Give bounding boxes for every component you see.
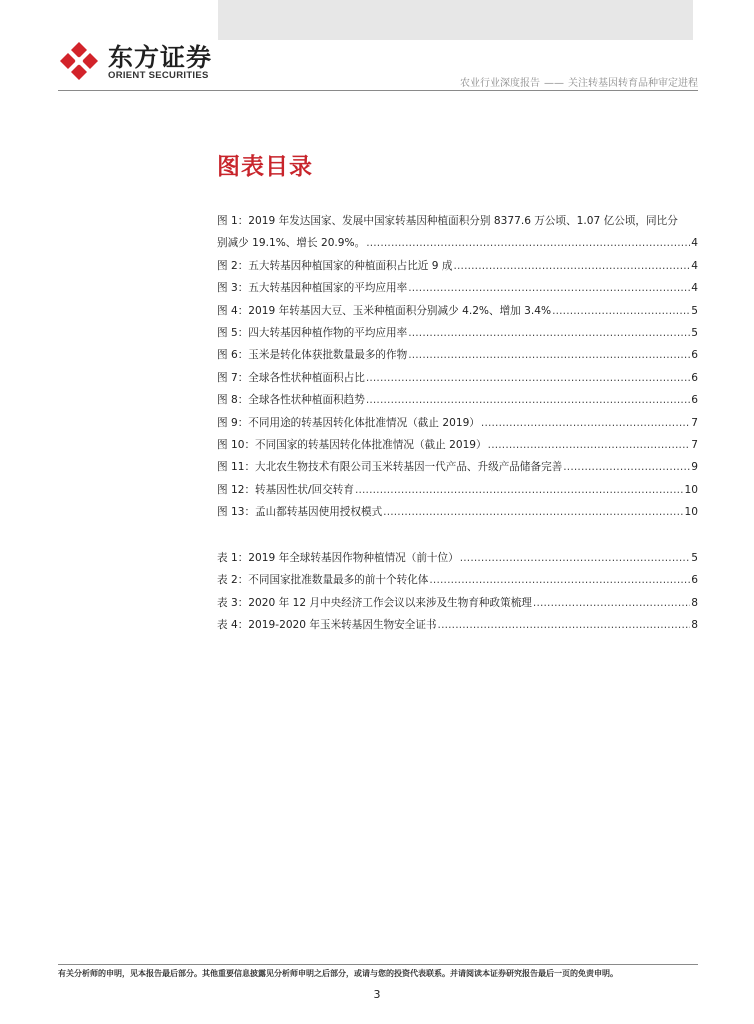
figure-entry-text: 图 10：不同国家的转基因转化体批准情况（截止 2019） <box>217 439 487 452</box>
dot-leader <box>355 479 684 501</box>
figure-entry-page: 4 <box>691 237 698 250</box>
figure-entry[interactable] <box>217 479 698 501</box>
dot-leader <box>533 592 690 614</box>
dot-leader <box>383 501 683 523</box>
figure-entry-page: 6 <box>691 371 698 384</box>
figure-entry[interactable] <box>217 210 698 255</box>
report-type: 农业行业深度报告 <box>460 78 540 89</box>
figure-entry-text: 图 8：全球各性状种植面积趋势 <box>217 394 365 407</box>
table-entry[interactable] <box>217 569 698 591</box>
footer-disclaimer: 有关分析师的申明，见本报告最后部分。其他重要信息披露见分析师申明之后部分，或请与您的投资代表联系。并请阅读本证券研究报告最后一页的免责申明。 <box>58 969 618 978</box>
dot-leader <box>563 456 690 478</box>
figure-entry-text: 图 5：四大转基因种植作物的平均应用率 <box>217 327 408 340</box>
dot-leader <box>460 547 691 569</box>
figure-entry-page: 5 <box>691 304 698 317</box>
table-entry[interactable] <box>217 547 698 569</box>
section-title: 图表目录 <box>217 154 313 180</box>
figure-entry-text: 图 9：不同用途的转基因转化体批准情况（截止 2019） <box>217 416 480 429</box>
dot-leader <box>552 300 690 322</box>
figure-entry-page: 9 <box>691 461 698 474</box>
figure-entry[interactable] <box>217 255 698 277</box>
figure-entry-page: 7 <box>691 416 698 429</box>
figure-entry-page: 7 <box>691 439 698 452</box>
figure-entry-text: 图 11：大北农生物技术有限公司玉米转基因一代产品、升级产品储备完善 <box>217 461 563 474</box>
figure-entry-text: 图 2：五大转基因种植国家的种植面积占比近 9 成 <box>217 259 453 272</box>
dot-leader <box>481 412 690 434</box>
table-entry-page: 5 <box>691 552 698 564</box>
figure-entry[interactable] <box>217 434 698 456</box>
figure-entry[interactable] <box>217 322 698 344</box>
report-header <box>460 74 698 89</box>
dot-leader <box>408 344 690 366</box>
figure-entry[interactable] <box>217 389 698 411</box>
page-number: 3 <box>373 988 381 1001</box>
header-gray-bar <box>218 0 693 40</box>
figure-entry-page: 6 <box>691 394 698 407</box>
figure-entry-text: 图 7：全球各性状种植面积占比 <box>217 371 365 384</box>
figure-entry[interactable] <box>217 344 698 366</box>
figure-entry-page: 6 <box>691 349 698 362</box>
logo-english-name: ORIENT SECURITIES <box>108 70 209 81</box>
dot-leader <box>408 277 690 299</box>
figure-entry-text: 图 3：五大转基因种植国家的平均应用率 <box>217 282 408 295</box>
figure-entry-text-line2: 别减少 19.1%、增长 20.9%。 <box>217 237 366 250</box>
footer-divider <box>58 964 698 965</box>
figure-entry-text: 图 4：2019 年转基因大豆、玉米种植面积分别减少 4.2%、增加 3.4% <box>217 304 552 317</box>
table-entry-page: 6 <box>691 574 698 587</box>
figure-entry[interactable] <box>217 277 698 299</box>
dot-leader <box>453 255 690 277</box>
figure-entry[interactable] <box>217 456 698 478</box>
table-entry[interactable] <box>217 592 698 614</box>
figure-entry-page: 10 <box>684 483 698 496</box>
figure-entry[interactable] <box>217 367 698 389</box>
figure-entry-page: 4 <box>691 282 698 295</box>
dot-leader <box>429 569 690 591</box>
dot-leader <box>488 434 691 456</box>
figure-list <box>217 210 698 524</box>
dot-leader <box>366 232 690 254</box>
figure-entry-page: 10 <box>684 506 698 519</box>
table-entry-text: 表 2：不同国家批准数量最多的前十个转化体 <box>217 574 429 587</box>
dot-leader <box>366 367 690 389</box>
table-entry[interactable] <box>217 614 698 636</box>
table-entry-text: 表 4：2019-2020 年玉米转基因生物安全证书 <box>217 619 437 632</box>
orient-securities-logo-icon <box>58 40 100 82</box>
dot-leader <box>438 614 691 636</box>
figure-entry[interactable] <box>217 412 698 434</box>
dot-leader <box>408 322 690 344</box>
figure-entry-text-line1: 图 1：2019 年发达国家、发展中国家转基因种植面积分别 8377.6 万公顷、1.07 亿公顷，同比分 <box>217 215 678 227</box>
figure-entry[interactable] <box>217 501 698 523</box>
company-logo <box>58 38 218 88</box>
table-entry-text: 表 3：2020 年 12 月中央经济工作会议以来涉及生物育种政策梳理 <box>217 596 532 609</box>
dot-leader <box>366 389 690 411</box>
table-entry-text: 表 1：2019 年全球转基因作物种植情况（前十位） <box>217 552 459 564</box>
table-entry-page: 8 <box>691 619 698 632</box>
header-divider <box>58 90 698 91</box>
table-entry-page: 8 <box>691 596 698 609</box>
figure-entry-text: 图 13：孟山都转基因使用授权模式 <box>217 506 383 519</box>
logo-chinese-name: 东方证券 <box>108 43 213 72</box>
report-topic: 关注转基因转育品种审定进程 <box>568 78 698 89</box>
figure-entry-text: 图 6：玉米是转化体获批数量最多的作物 <box>217 349 408 362</box>
figure-entry-page: 5 <box>691 327 698 340</box>
figure-entry-text: 图 12：转基因性状/回交转育 <box>217 483 354 496</box>
figure-entry[interactable] <box>217 300 698 322</box>
header-separator: —— <box>544 78 564 89</box>
figure-entry-page: 4 <box>691 259 698 272</box>
table-list <box>217 547 698 637</box>
